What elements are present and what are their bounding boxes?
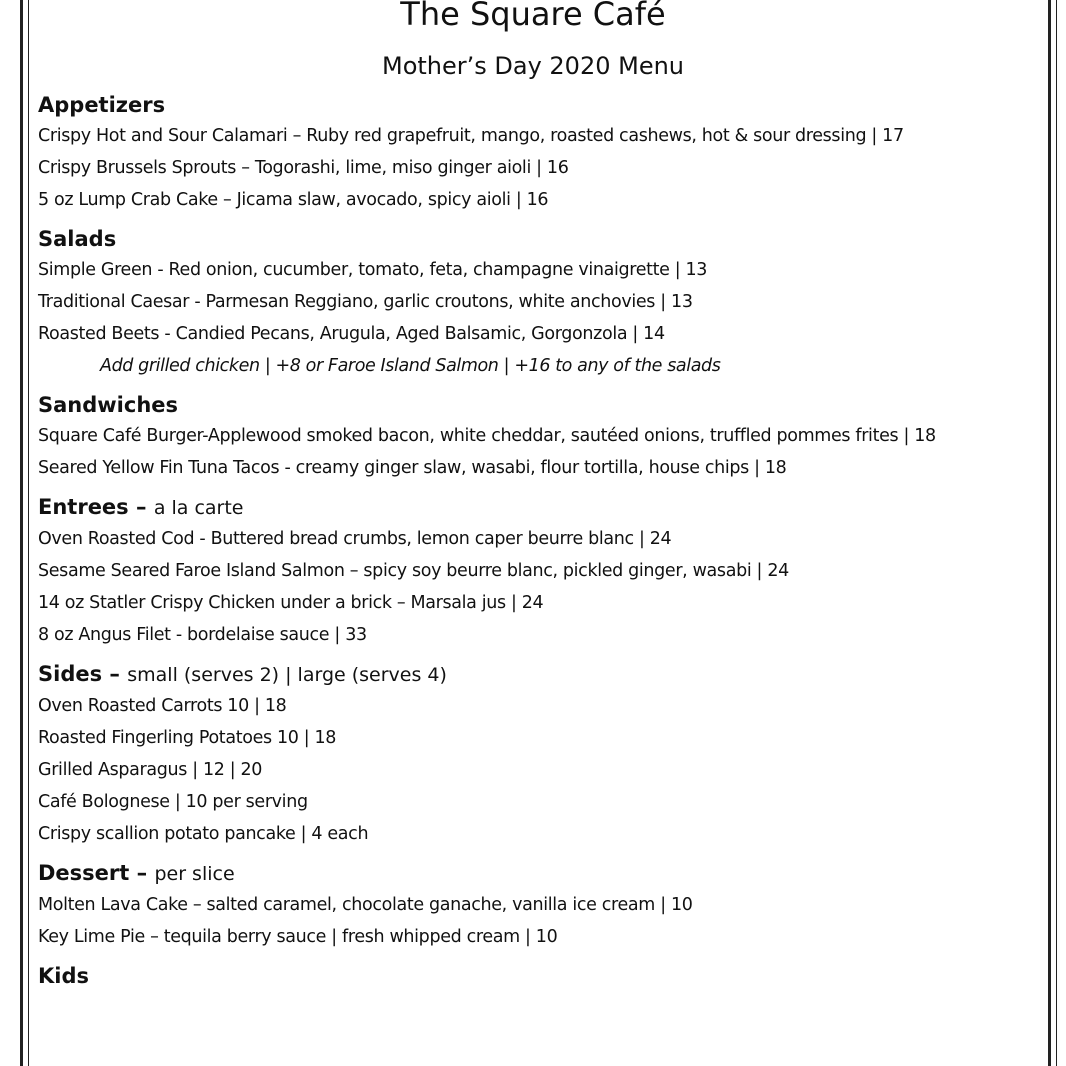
section-heading: Salads xyxy=(38,227,117,251)
menu-item: Sesame Seared Faroe Island Salmon – spicy soy beurre blanc, pickled ginger, wasabi | 24 xyxy=(38,561,789,581)
section-sandwiches xyxy=(38,390,1038,484)
menu-item: Key Lime Pie – tequila berry sauce | fresh whipped cream | 10 xyxy=(38,927,558,947)
menu-content xyxy=(38,90,1038,999)
section-heading-row xyxy=(38,858,1038,889)
menu-item: Café Bolognese | 10 per serving xyxy=(38,792,308,812)
section-heading: Appetizers xyxy=(38,93,166,117)
left-border-outer xyxy=(20,0,23,1066)
menu-item: Crispy scallion potato pancake | 4 each xyxy=(38,824,369,844)
section-heading: Kids xyxy=(38,964,90,988)
section-note: per slice xyxy=(154,863,235,885)
menu-item: Grilled Asparagus | 12 | 20 xyxy=(38,760,263,780)
section-heading: Entrees – xyxy=(38,495,147,519)
menu-item: 14 oz Statler Crispy Chicken under a brick – Marsala jus | 24 xyxy=(38,593,544,613)
right-border-outer xyxy=(1048,0,1051,1066)
menu-item: Square Café Burger-Applewood smoked bacon, white cheddar, sautéed onions, truffled pommes frites | 18 xyxy=(38,426,936,446)
section-kids xyxy=(38,961,1038,991)
menu-item: Crispy Hot and Sour Calamari – Ruby red grapefruit, mango, roasted cashews, hot & sour dressing | 17 xyxy=(38,126,904,146)
menu-item: Seared Yellow Fin Tuna Tacos - creamy ginger slaw, wasabi, flour tortilla, house chips | 18 xyxy=(38,458,787,478)
menu-subtitle: Mother’s Day 2020 Menu xyxy=(381,52,685,80)
menu-item: Oven Roasted Carrots 10 | 18 xyxy=(38,696,287,716)
section-heading: Dessert – xyxy=(38,861,148,885)
menu-item: Traditional Caesar - Parmesan Reggiano, garlic croutons, white anchovies | 13 xyxy=(38,292,693,312)
menu-item: 5 oz Lump Crab Cake – Jicama slaw, avocado, spicy aioli | 16 xyxy=(38,190,549,210)
menu-item: Oven Roasted Cod - Buttered bread crumbs, lemon caper beurre blanc | 24 xyxy=(38,529,672,549)
section-heading-row xyxy=(38,659,1038,690)
section-heading: Sides – xyxy=(38,662,120,686)
section-heading-row xyxy=(38,492,1038,523)
menu-item: Roasted Beets - Candied Pecans, Arugula, Aged Balsamic, Gorgonzola | 14 xyxy=(38,324,665,344)
section-note: a la carte xyxy=(153,497,244,519)
right-border-inner xyxy=(1056,0,1057,1066)
menu-item: Roasted Fingerling Potatoes 10 | 18 xyxy=(38,728,337,748)
left-border-inner xyxy=(28,0,29,1066)
restaurant-title: The Square Café xyxy=(400,0,666,33)
menu-item: Molten Lava Cake – salted caramel, chocolate ganache, vanilla ice cream | 10 xyxy=(38,895,693,915)
salad-addon-note: Add grilled chicken | +8 or Faroe Island Salmon | +16 to any of the salads xyxy=(100,356,721,376)
section-salads xyxy=(38,224,1038,382)
menu-item: 8 oz Angus Filet - bordelaise sauce | 33 xyxy=(38,625,367,645)
menu-item: Simple Green - Red onion, cucumber, tomato, feta, champagne vinaigrette | 13 xyxy=(38,260,708,280)
section-note: small (serves 2) | large (serves 4) xyxy=(127,664,447,686)
section-sides xyxy=(38,659,1038,850)
section-heading: Sandwiches xyxy=(38,393,179,417)
menu-item: Crispy Brussels Sprouts – Togorashi, lime, miso ginger aioli | 16 xyxy=(38,158,569,178)
section-entrees xyxy=(38,492,1038,651)
section-dessert xyxy=(38,858,1038,953)
section-appetizers xyxy=(38,90,1038,216)
